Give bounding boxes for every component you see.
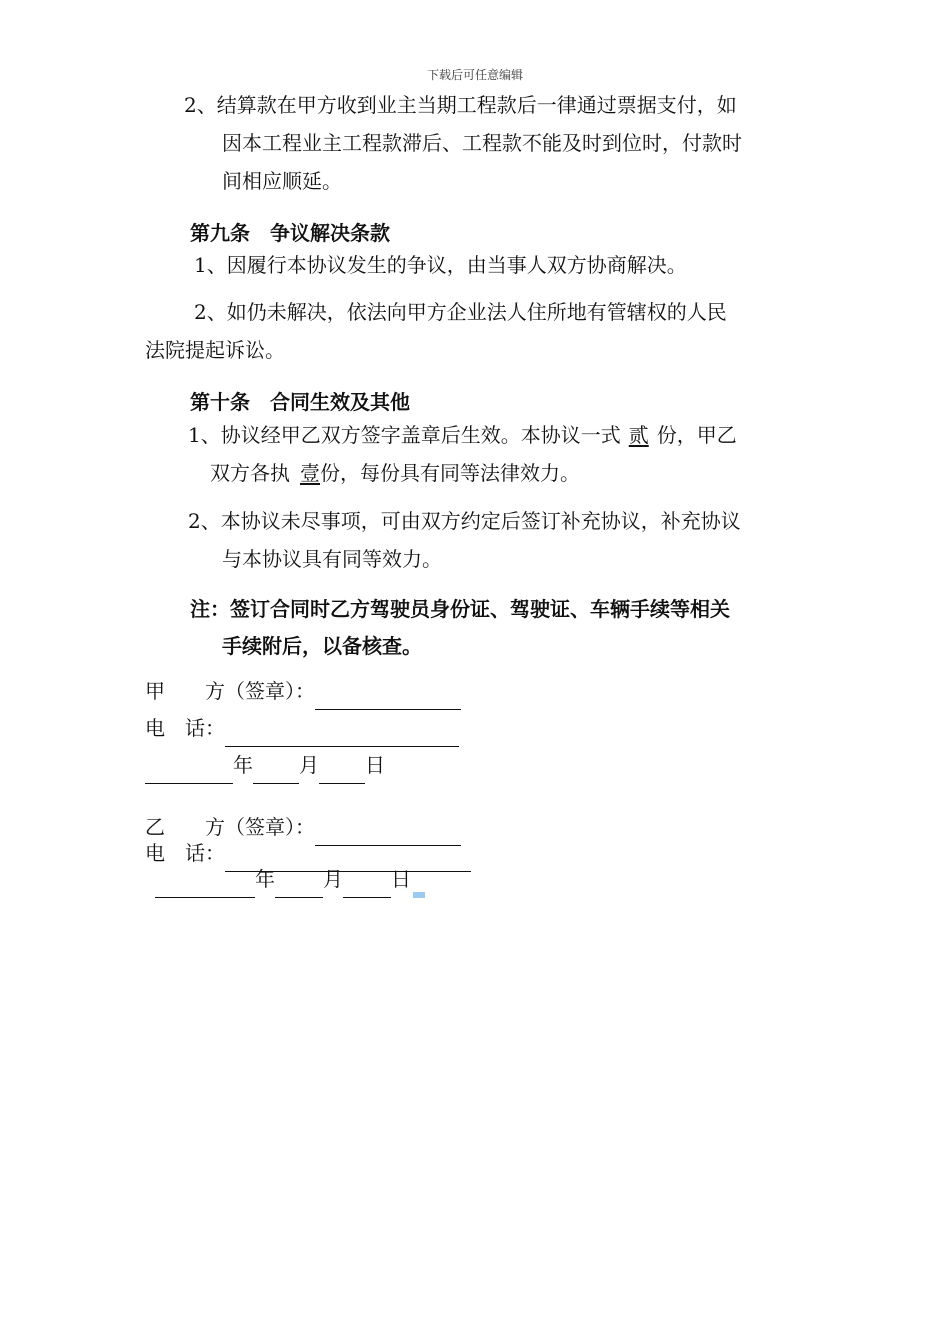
- party-a-year-blank[interactable]: [145, 763, 233, 784]
- party-a-phone-label: 电 话：: [145, 716, 225, 740]
- party-a-year-label: 年: [233, 753, 253, 777]
- article-10-item-1-text-a: 1、协议经甲乙双方签字盖章后生效。本协议一式: [188, 423, 621, 447]
- article-10-item-1-text-b: 份，甲乙: [656, 423, 737, 447]
- party-b-phone-label: 电 话：: [145, 841, 225, 865]
- article-10-item-1-text-d: 份，每份具有同等法律效力。: [320, 461, 580, 485]
- party-a-day-label: 日: [365, 753, 385, 777]
- note-line-2: 手续附后，以备核查。: [222, 634, 422, 658]
- article-10-item-1-line-2: [210, 454, 580, 492]
- party-a-date-row: [145, 746, 385, 784]
- article-10-item-1-text-c: 双方各执: [210, 461, 290, 485]
- party-b-year-blank[interactable]: [155, 877, 255, 898]
- party-a-signature-line[interactable]: [315, 689, 461, 710]
- party-a-label: 甲 方（签章）：: [145, 679, 315, 703]
- party-a-day-blank[interactable]: [319, 763, 365, 784]
- party-b-day-blank[interactable]: [343, 877, 391, 898]
- party-a-phone-row: [145, 709, 459, 747]
- party-b-day-label: 日: [391, 867, 411, 891]
- text-cursor-marker: [413, 892, 425, 898]
- party-b-month-label: 月: [323, 867, 343, 891]
- party-b-label: 乙 方（签章）：: [145, 815, 315, 839]
- party-b-date-row: [155, 860, 425, 898]
- payment-clause-2-line-3: 间相应顺延。: [222, 169, 342, 193]
- article-9-item-2-line-1: 2、如仍未解决，依法向甲方企业法人住所地有管辖权的人民: [194, 300, 727, 324]
- party-b-year-label: 年: [255, 867, 275, 891]
- article-9-item-1: 1、因履行本协议发生的争议，由当事人双方协商解决。: [194, 253, 687, 277]
- article-10-title: 第十条 合同生效及其他: [190, 390, 410, 414]
- article-10-item-2-line-1: 2、本协议未尽事项，可由双方约定后签订补充协议，补充协议: [188, 509, 741, 533]
- article-10-item-1-line-1: [188, 416, 737, 454]
- article-9-title: 第九条 争议解决条款: [190, 221, 390, 245]
- party-a-signature-row: [145, 672, 461, 710]
- party-a-month-blank[interactable]: [253, 763, 299, 784]
- party-b-month-blank[interactable]: [275, 877, 323, 898]
- party-a-phone-line[interactable]: [225, 726, 459, 747]
- note-line-1: 注：签订合同时乙方驾驶员身份证、驾驶证、车辆手续等相关: [190, 597, 730, 621]
- copies-count: 贰: [628, 423, 649, 447]
- party-a-month-label: 月: [299, 753, 319, 777]
- page-header: 下载后可任意编辑: [426, 68, 523, 82]
- article-10-item-2-line-2: 与本协议具有同等效力。: [222, 547, 442, 571]
- payment-clause-2-line-2: 因本工程业主工程款滞后、工程款不能及时到位时，付款时: [222, 131, 742, 155]
- copies-each: 壹: [300, 461, 320, 485]
- article-9-item-2-line-2: 法院提起诉讼。: [145, 338, 285, 362]
- payment-clause-2-line-1: 2、结算款在甲方收到业主当期工程款后一律通过票据支付，如: [184, 93, 737, 117]
